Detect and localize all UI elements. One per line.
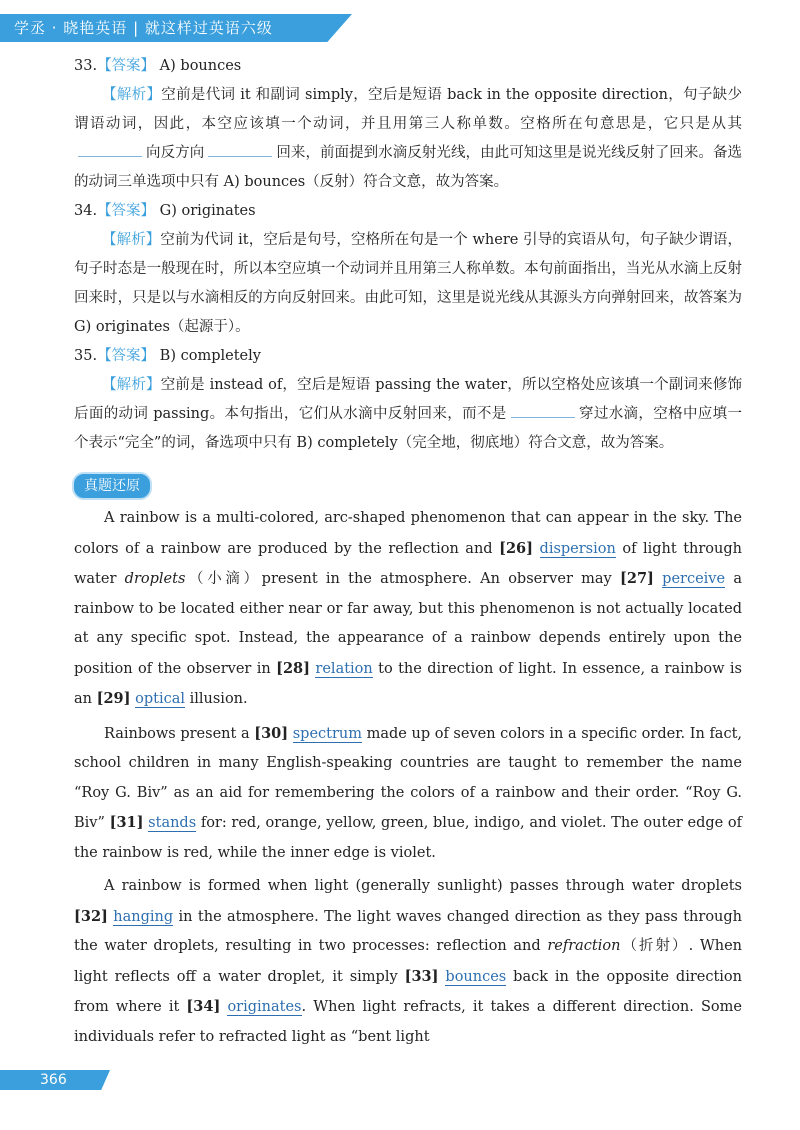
passage-text: A rainbow is a multi-colored, arc-shaped phenomenon that can appear in the sky. The colors of a rainbow are produced by the reflection and [74, 510, 742, 557]
passage-text: （折射）. When light reflects off a water droplet, it simply [74, 938, 742, 985]
blank-number: [27] [620, 570, 654, 587]
fill-answer-31: stands [148, 815, 197, 831]
explanation-35 [74, 371, 742, 458]
passage-text: a rainbow to be located either near or far away, but this phenomenon is not actually located at any specific spot. Instead, the appearance of a rainbow depends entirely upon the position of the observer in [74, 571, 743, 677]
header-title: 学丞 · 晓艳英语 | 就这样过英语六级 [14, 19, 273, 37]
blank-number: [30] [254, 724, 289, 742]
blank-number: [32] [74, 907, 108, 925]
answer-34 [74, 197, 742, 226]
answer-33 [74, 52, 742, 81]
running-header [0, 0, 800, 44]
page-content [74, 52, 742, 1056]
fill-answer-28: relation [315, 660, 373, 677]
fill-answer-30: spectrum [292, 725, 363, 742]
explanation-34 [74, 226, 742, 342]
answer-choice: A) bounces [159, 58, 242, 74]
blank-number: [31] [109, 814, 144, 831]
explanation-text: 回来，前面提到水滴反射光线，由此可知这里是说光线反射了回来。备选的动词三单选项中只有 A) bounces（反射）符合文意，故为答案。 [74, 145, 743, 190]
answer-35 [74, 342, 742, 371]
passage-text: illusion. [185, 691, 248, 707]
section-badge: 真题还原 [72, 472, 152, 500]
explanation-tag: 【解析】 [102, 87, 162, 103]
passage-text: （小滴）present in the atmosphere. An observer may [185, 571, 620, 587]
answer-choice: G) originates [159, 203, 256, 219]
italic-term: droplets [124, 571, 186, 587]
section-badge-row [72, 472, 742, 498]
passage-text: in the atmosphere. The light waves changed direction as they pass through the water droplets, resulting in two processes: reflection and [74, 908, 743, 954]
blank-line [208, 141, 272, 157]
explanation-text: 穿过水滴，空格中应填一个表示“完全”的词，备选项中只有 B) completely（完全地，彻底地）符合文意，故为答案。 [74, 406, 742, 451]
passage-text: back in the opposite direction from where it [74, 968, 742, 1015]
explanation-tag: 【解析】 [102, 232, 161, 248]
passage-paragraph-2 [74, 719, 742, 869]
answer-number: 34. [74, 203, 98, 219]
answer-tag: 【答案】 [97, 348, 156, 364]
fill-answer-29: optical [135, 691, 185, 707]
passage-text: . When light refracts, it takes a different direction. Some individuals refer to refracted light as “bent light [74, 999, 742, 1045]
explanation-33 [74, 81, 742, 197]
fill-answer-27: perceive [662, 571, 726, 587]
blank-number: [34] [186, 998, 221, 1015]
fill-answer-26: dispersion [539, 540, 616, 557]
explanation-text: 向反方向 [146, 145, 205, 161]
passage-text: A rainbow is formed when light (generally sunlight) passes through water droplets [104, 878, 742, 894]
blank-number: [29] [96, 690, 131, 707]
blank-line [511, 402, 575, 418]
answer-choice: B) completely [159, 348, 261, 364]
explanation-text: 空前是 instead of，空后是短语 passing the water，所以空格处应该填一个副词来修饰后面的动词 passing。本句指出，它们从水滴中反射回来，而不是 [74, 377, 742, 422]
answer-number: 35. [74, 348, 98, 364]
fill-answer-34: originates [227, 999, 302, 1015]
explanation-text: 空前是代词 it 和副词 simply，空后是短语 back in the opposite direction，句子缺少谓语动词，因此，本空应该填一个动词，并且用第三人称单数。空格所在句意思是，它只是从其 [74, 87, 742, 132]
blank-number: [33] [404, 967, 439, 985]
page-number: 366 [40, 1072, 67, 1088]
passage [74, 504, 742, 1052]
passage-text: made up of seven colors in a specific order. In fact, school children in many English-speaking countries are taught to remember the name “Roy G. Biv” as an aid for remembering the colors of a rainbow and their order. “Roy G. Biv” [74, 725, 743, 831]
blank-number: [26] [499, 539, 533, 557]
passage-paragraph-1 [74, 504, 742, 715]
passage-text: of light through water [74, 540, 743, 587]
passage-paragraph-3 [74, 872, 742, 1052]
explanation-text: 空前为代词 it，空后是句号，空格所在句是一个 where 引导的宾语从句，句子缺少谓语，句子时态是一般现在时，所以本空应填一个动词并且用第三人称单数。本句前面指出，当光从水滴上反射回来时，只是以与水滴相反的方向反射回来。由此可知，这里是说光线从其源头方向弹射回来，故答案为 G) originates（起源于）。 [74, 232, 742, 335]
fill-answer-33: bounces [445, 968, 507, 985]
answer-number: 33. [74, 58, 98, 74]
answer-tag: 【答案】 [97, 203, 156, 219]
italic-term: refraction [547, 938, 621, 954]
answer-tag: 【答案】 [97, 58, 156, 74]
passage-text: to the direction of light. In essence, a rainbow is an [74, 660, 742, 707]
explanation-tag: 【解析】 [102, 377, 161, 393]
fill-answer-32: hanging [113, 908, 174, 925]
passage-text: Rainbows present a [104, 725, 255, 742]
blank-number: [28] [276, 659, 311, 677]
passage-text: for: red, orange, yellow, green, blue, indigo, and violet. The outer edge of the rainbow is red, while the inner edge is violet. [74, 815, 742, 861]
blank-line [78, 141, 142, 157]
